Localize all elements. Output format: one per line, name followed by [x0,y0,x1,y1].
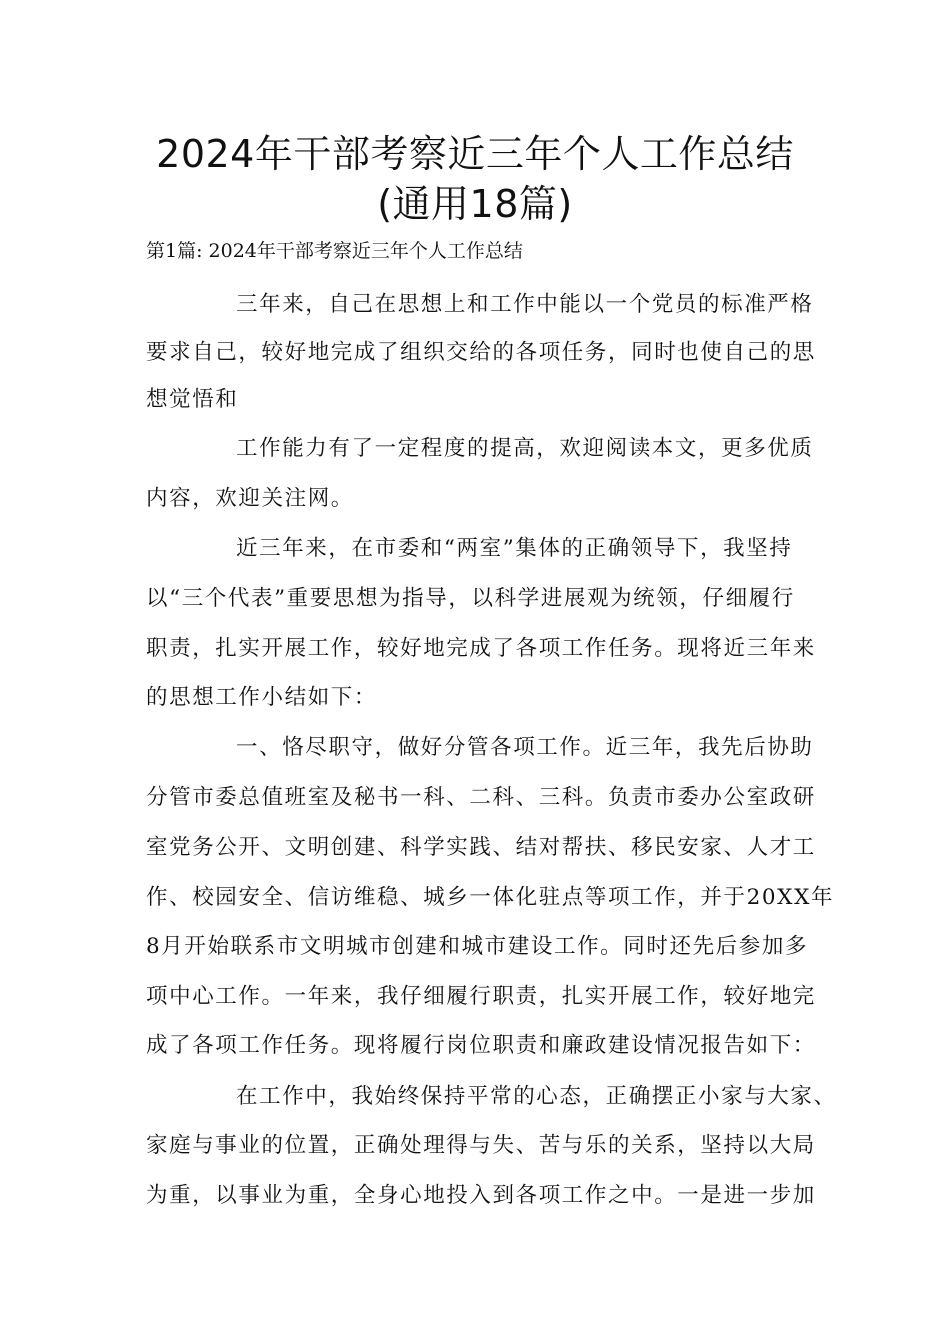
paragraph-line: 在工作中，我始终保持平常的心态，正确摆正小家与大家、 [236,1084,837,1109]
paragraph-line: 的思想工作小结如下： [146,685,378,710]
paragraph-line: 职责，扎实开展工作，较好地完成了各项工作任务。现将近三年来 [146,636,816,661]
paragraph-line: 8月开始联系市文明城市创建和城市建设工作。同时还先后参加多 [146,934,809,959]
paragraph-line: 成了各项工作任务。现将履行岗位职责和廉政建设情况报告如下： [146,1033,816,1058]
paragraph-line: 作、校园安全、信访维稳、城乡一体化驻点等项工作，并于20XX年 [146,885,835,910]
document-title-line-2: (通用18篇) [377,182,573,226]
paragraph-line: 要求自己，较好地完成了组织交给的各项任务，同时也使自己的思 [146,340,816,365]
paragraph-line: 内容，欢迎关注网。 [146,486,354,511]
paragraph-line: 近三年来，在市委和“两室”集体的正确领导下，我坚持 [236,536,793,561]
paragraph-line: 分管市委总值班室及秘书一科、二科、三科。负责市委办公室政研 [146,785,816,810]
document-title-line-1: 2024年干部考察近三年个人工作总结 [156,132,794,176]
section-heading: 第1篇: 2024年干部考察近三年个人工作总结 [146,240,523,262]
paragraph-line: 三年来，自己在思想上和工作中能以一个党员的标准严格 [236,292,814,317]
paragraph-line: 想觉悟和 [146,387,239,412]
paragraph-line: 工作能力有了一定程度的提高，欢迎阅读本文，更多优质 [236,436,814,461]
paragraph-line: 一、恪尽职守，做好分管各项工作。近三年，我先后协助 [236,735,814,760]
paragraph-line: 项中心工作。一年来，我仔细履行职责，扎实开展工作，较好地完 [146,984,816,1009]
paragraph-line: 家庭与事业的位置，正确处理得与失、苦与乐的关系，坚持以大局 [146,1133,816,1158]
paragraph-line: 室党务公开、文明创建、科学实践、结对帮扶、移民安家、人才工 [146,835,816,860]
paragraph-line: 为重，以事业为重，全身心地投入到各项工作之中。一是进一步加 [146,1183,816,1208]
paragraph-line: 以“三个代表”重要思想为指导，以科学进展观为统领，仔细履行 [146,586,795,611]
